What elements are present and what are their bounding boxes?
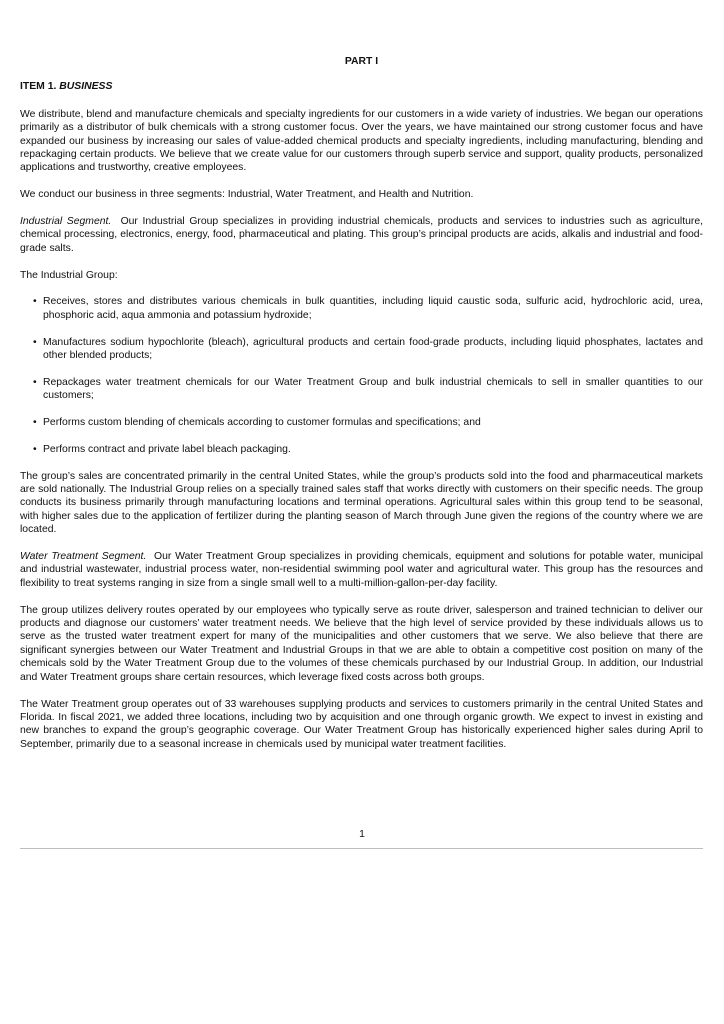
list-item-text: Repackages water treatment chemicals for our Water Treatment Group and bulk industrial chemicals to sell in smaller quantities to our customers; [43,376,703,402]
water-delivery-paragraph: The group utilizes delivery routes operated by our employees who typically serve as route driver, salesperson and trained technician to deliver our products and diagnose our customers’ water treatment needs. We believe that the high level of service provided by these individuals allows us to serve as the trusted water treatment expert for many of the municipalities and other customers that we serve. We also believe that there are significant synergies between our Water Treatment and Industrial Groups in that we are able to obtain a competitive cost position on many of the chemicals sold by the Water Treatment Group due to the volumes of these chemicals purchased by our Industrial Group. In addition, our Industrial and Water Treatment groups share certain resources, which leverage fixed costs across both groups. [20,604,703,683]
list-item-text: Manufactures sodium hypochlorite (bleach), agricultural products and certain food-grade products, including liquid phosphates, lactates and other blended products; [43,336,703,362]
item-number: ITEM 1. [20,81,57,93]
bullet-icon: • [33,296,37,308]
water-treatment-segment-body: Our Water Treatment Group specializes in providing chemicals, equipment and solutions for potable water, municipal and industrial wastewater, industrial process water, non-residential swimming pool water and agricultural water. This group has the resources and flexibility to treat systems ranging in size from a single small well to a multi-million-gallon-per-day facility. [20,551,703,589]
intro-paragraph: We distribute, blend and manufacture chemicals and specialty ingredients for our customers in a wide variety of industries. We began our operations primarily as a distributor of bulk chemicals with a strong customer focus. Over the years, we have maintained our strong customer focus and have expanded our business by increasing our sales of value-added chemical products and specialty ingredients, including manufacturing, blending and repackaging certain products. We believe that we create value for our customers through superb service and support, quality products, personalized applications and trustworthy, creative employees. [20,108,703,174]
list-item [20,416,703,429]
industrial-segment-body: Our Industrial Group specializes in providing industrial chemicals, products and services to industries such as agriculture, chemical processing, electronics, energy, food, pharmaceutical and plating. This group’s principal products are acids, alkalis and industrial and food-grade salts. [20,216,703,254]
item-name: BUSINESS [59,81,113,93]
list-item [20,295,703,322]
water-treatment-segment-heading: Water Treatment Segment. [20,551,147,563]
list-item [20,336,703,363]
page-number: 1 [359,829,365,840]
bullet-icon: • [33,417,37,429]
industrial-sales-paragraph: The group’s sales are concentrated primarily in the central United States, while the group’s products sold into the food and pharmaceutical markets are sold nationally. The Industrial Group relies on a specially trained sales staff that works directly with customers on their specific needs. The group conducts its business primarily through manufacturing locations and terminal operations. Agricultural sales within this group tend to be seasonal, with higher sales due to the application of fertilizer during the planting season of March through June given the regions of the country where we are located. [20,470,703,536]
industrial-segment-paragraph [20,215,703,255]
list-item [20,376,703,403]
list-item-text: Performs contract and private label bleach packaging. [43,443,291,455]
list-item [20,443,703,456]
water-treatment-segment-paragraph [20,550,703,590]
industrial-segment-heading: Industrial Segment. [20,216,112,228]
list-item-text: Performs custom blending of chemicals according to customer formulas and specifications; and [43,417,481,429]
item-heading [20,80,703,93]
water-warehouses-paragraph: The Water Treatment group operates out of 33 warehouses supplying products and services to customers primarily in the central United States and Florida. In fiscal 2021, we added three locations, including two by acquisition and one through organic growth. We expect to invest in existing and new branches to expand the group’s geographic coverage. Our Water Treatment Group has historically experienced higher sales during April to September, primarily due to a seasonal increase in chemicals used by municipal water treatment facilities. [20,698,703,750]
industrial-bullet-list [20,295,703,456]
part-title: PART I [344,56,379,67]
list-item-text: Receives, stores and distributes various chemicals in bulk quantities, including liquid caustic soda, sulfuric acid, hydrochloric acid, urea, phosphoric acid, aqua ammonia and potassium hydroxide; [43,296,703,321]
page-divider [20,848,703,849]
document-page [20,55,703,765]
bullet-icon: • [33,443,37,455]
bullet-icon: • [33,376,37,388]
industrial-group-lead: The Industrial Group: [20,269,118,281]
bullet-icon: • [33,336,37,348]
segments-paragraph: We conduct our business in three segments: Industrial, Water Treatment, and Health and Nutrition. [20,189,474,201]
